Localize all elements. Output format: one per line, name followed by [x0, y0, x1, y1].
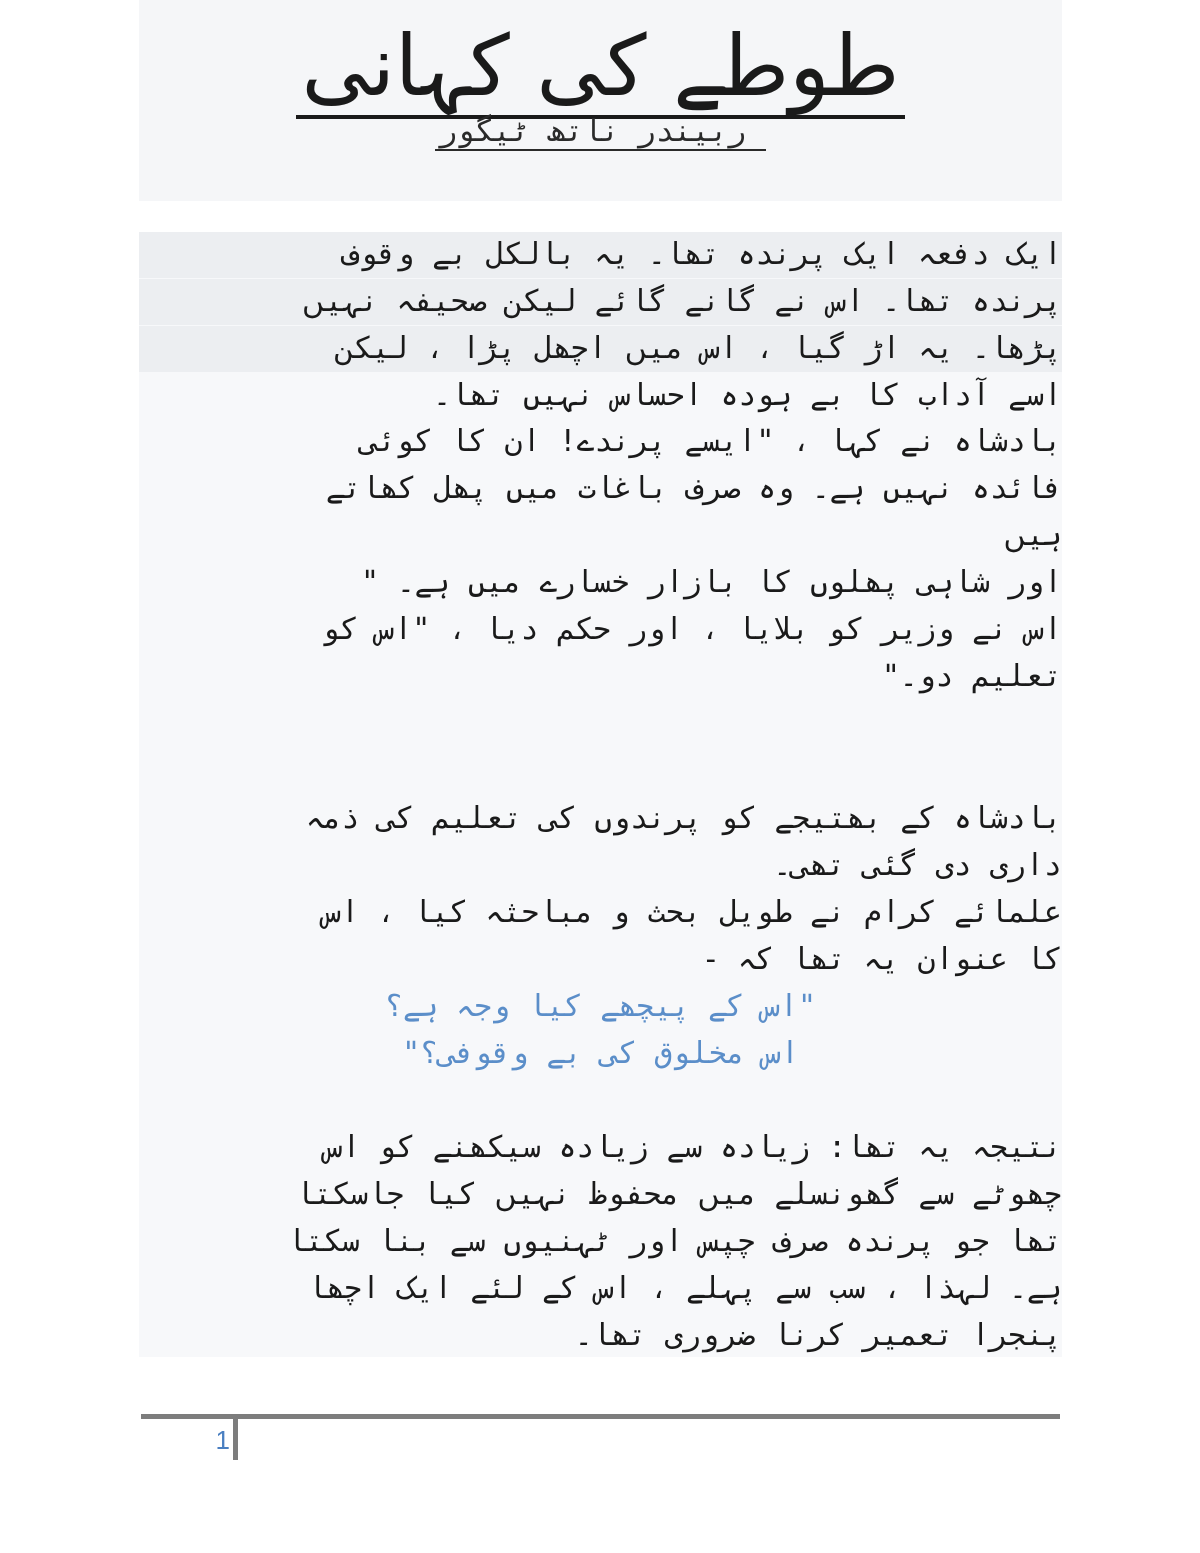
- page-number: 1: [215, 1425, 230, 1455]
- paragraph-line: بادشاہ نے کہا ، "ایسے پرندے! ان کا کوئی: [360, 424, 1062, 459]
- paragraph-line: تعلیم دو۔": [881, 659, 1062, 694]
- paragraph-line: پنجرا تعمیر کرنا ضروری تھا۔: [574, 1318, 1062, 1353]
- paragraph-line: اسے آداب کا بے ہودہ احساس نہیں تھا۔: [433, 378, 1062, 413]
- paragraph-line: بادشاہ کے بھتیجے کو پرندوں کی تعلیم کی ذمہ: [305, 801, 1062, 836]
- paragraph-line: ہے۔ لہذا ، سب سے پہلے ، اس کے لئے ایک اچھا: [307, 1271, 1062, 1306]
- paragraph-line: کا عنوان یہ تھا کہ -: [701, 942, 1062, 977]
- paragraph-line: اور شاہی پھلوں کا بازار خسارے میں ہے۔ ": [360, 565, 1062, 600]
- document-body: [139, 232, 1062, 1357]
- paragraph-line: ہیں: [1003, 518, 1062, 553]
- title-block: [139, 0, 1062, 201]
- quote-line: اس مخلوق کی بے وقوفی؟": [402, 1036, 799, 1071]
- paragraph-line: نتیجہ یہ تھا: زیادہ سے زیادہ سیکھنے کو اس: [324, 1130, 1062, 1165]
- paragraph-line: پرندہ تھا۔ اس نے گانے گائے لیکن صحیفہ نہیں: [139, 279, 1062, 325]
- paragraph-line: داری دی گئی تھی۔: [773, 848, 1062, 883]
- paragraph-line: اس نے وزیر کو بلایا ، اور حکم دیا ، "اس کو: [321, 612, 1062, 647]
- paragraph-line: ایک دفعہ ایک پرندہ تھا۔ یہ بالکل بے وقوف: [139, 232, 1062, 278]
- paragraph-line: پڑھا۔ یہ اڑ گیا ، اس میں اچھل پڑا ، لیکن: [139, 326, 1062, 372]
- paragraph-line: فائدہ نہیں ہے۔ وہ صرف باغات میں پھل کھاتے: [325, 471, 1062, 506]
- document-author: ربیندر ناتھ ٹیگور: [139, 112, 1062, 152]
- paragraph-line: علمائے کرام نے طویل بحث و مباحثہ کیا ، اس: [322, 895, 1062, 930]
- paragraph-line: تھا جو پرندہ صرف چپس اور ٹہنیوں سے بنا سکتا: [287, 1224, 1062, 1259]
- quote-line: "اس کے پیچھے کیا وجہ ہے؟: [384, 989, 817, 1024]
- paragraph-line: چھوٹے سے گھونسلے میں محفوظ نہیں کیا جاسکتا: [295, 1177, 1062, 1212]
- footer-rule: [141, 1414, 1060, 1419]
- page-number-divider: [233, 1418, 238, 1460]
- document-title: طوطے کی کہانی: [139, 18, 1062, 114]
